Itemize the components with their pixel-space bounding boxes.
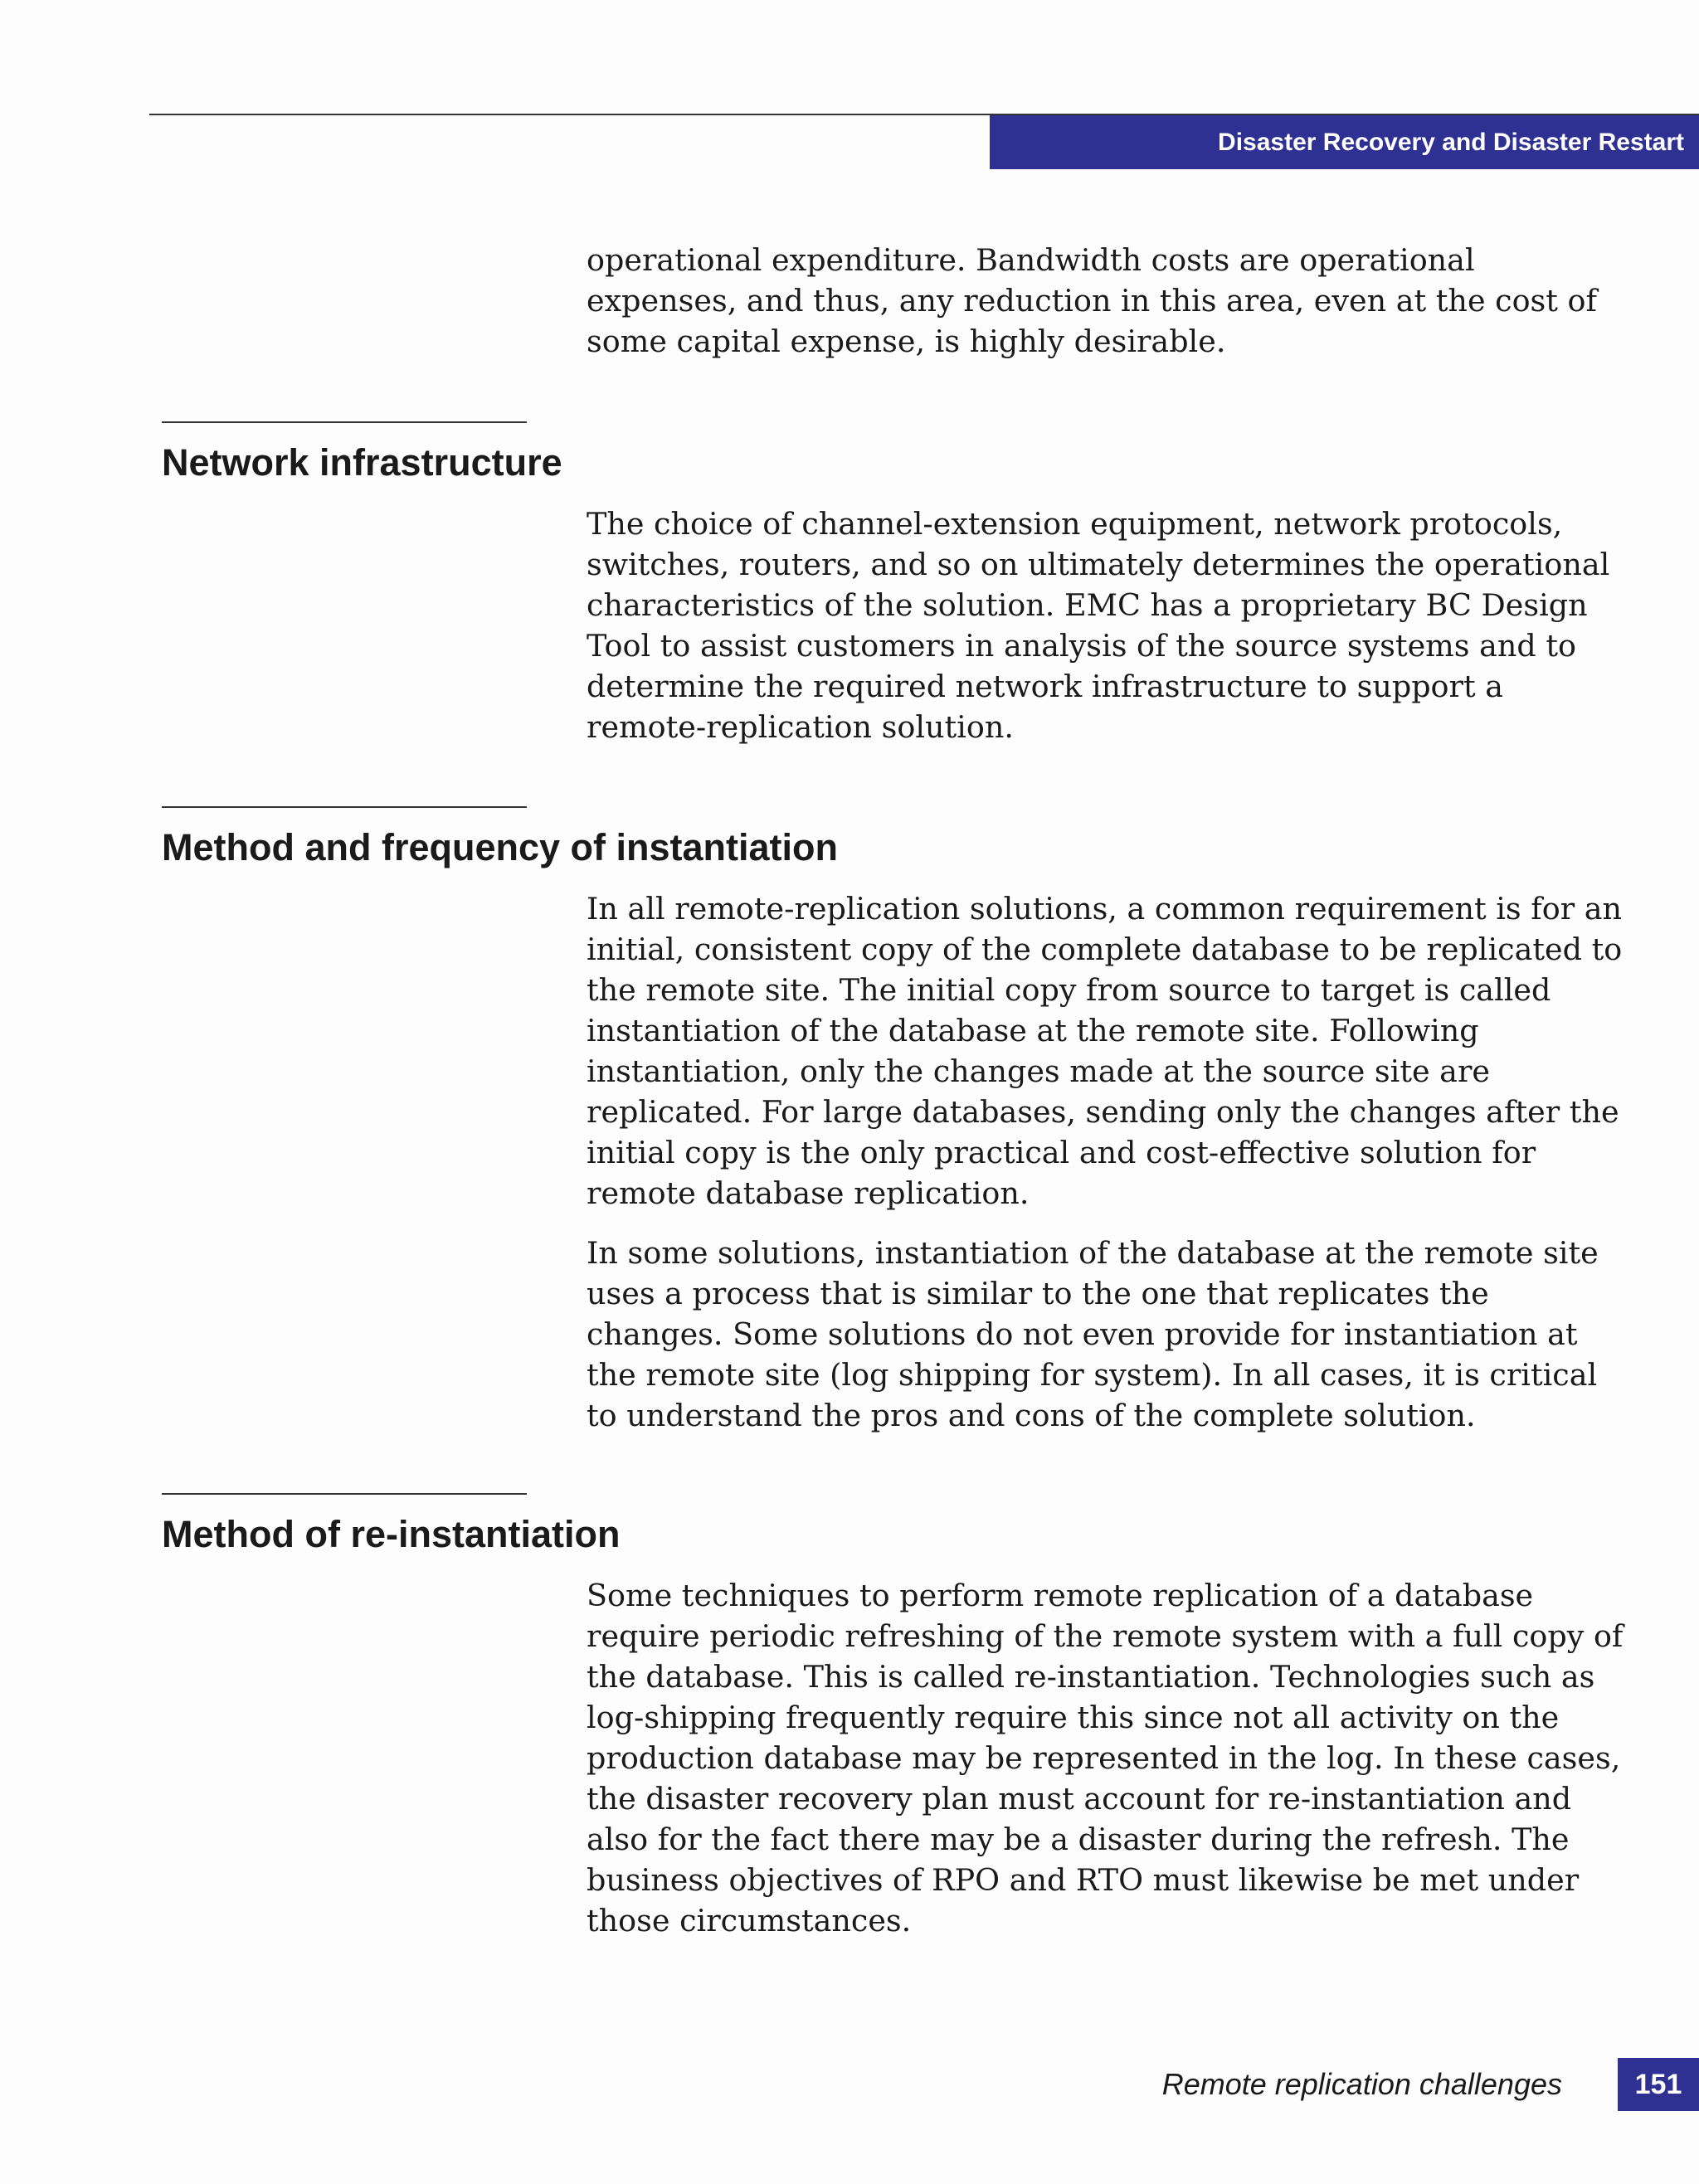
- chapter-title: Disaster Recovery and Disaster Restart: [1218, 128, 1684, 156]
- section-rule: [162, 806, 527, 808]
- section-rule: [162, 1493, 527, 1495]
- section-heading: Network infrastructure: [162, 441, 562, 484]
- section-paragraph: The choice of channel-extension equipment, network protocols, switches, routers, and so on ultimately determines the operational characteristics of the solution. EMC has a proprietary BC Design Tool to assist customers in analysis of the source systems and to determine the required network infrastructure to support a remote-replication solution.: [587, 506, 1610, 745]
- section-paragraph: In some solutions, instantiation of the database at the remote site uses a process that is similar to the one that replicates the changes. Some solutions do not even provide for instantiation at the remote site (log shipping for system). In all cases, it is critical to understand the pros and cons of the complete solution.: [587, 1235, 1599, 1433]
- footer-section-title: Remote replication challenges: [1161, 2067, 1562, 2101]
- page-number: [1618, 2058, 1699, 2111]
- page-number-label: 151: [1634, 2068, 1682, 2100]
- section-heading: Method and frequency of instantiation: [162, 826, 839, 868]
- section-paragraph: In all remote-replication solutions, a common requirement is for an initial, consistent copy of the complete database to be replicated to the remote site. The initial copy from source to target is called instantiation of the database at the remote site. Following instantiation, only the changes made at the source site are replicated. For large databases, sending only the changes after the initial copy is the only practical and cost-effective solution for remote database replication.: [587, 891, 1623, 1211]
- section-paragraph: Some techniques to perform remote replication of a database require periodic refreshing of the remote system with a full copy of the database. This is called re-instantiation. Technologies such as log-shipping frequently require this since not all activity on the production database may be represented in the log. In these cases, the disaster recovery plan must account for re-instantiation and also for the fact there may be a disaster during the refresh. The business objectives of RPO and RTO must likewise be met under those circumstances.: [587, 1578, 1624, 1938]
- intro-paragraph: operational expenditure. Bandwidth costs are operational expenses, and thus, any reduction in this area, even at the cost of some capital expense, is highly desirable.: [587, 242, 1598, 359]
- section-heading: Method of re-instantiation: [162, 1513, 621, 1555]
- section-rule: [162, 421, 527, 423]
- chapter-header: [990, 115, 1699, 169]
